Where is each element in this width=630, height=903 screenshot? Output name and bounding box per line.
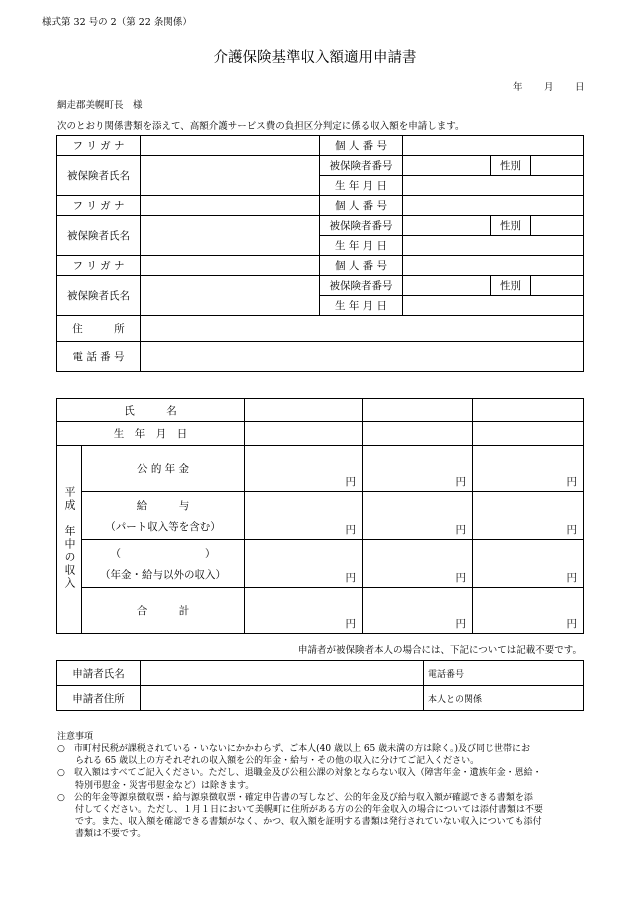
gender-label: 性別 <box>491 216 531 236</box>
insured-number-field-3[interactable] <box>403 276 491 296</box>
birth-date-field-2[interactable] <box>403 236 584 256</box>
individual-number-field-1[interactable] <box>403 136 584 156</box>
insured-number-label: 被保険者番号 <box>320 216 403 236</box>
date-year: 年 <box>513 82 523 93</box>
date-month: 月 <box>544 82 554 93</box>
furigana-label: フ リ ガ ナ <box>57 196 141 216</box>
birth-date-field-3[interactable] <box>403 296 584 316</box>
furigana-field-2[interactable] <box>141 196 320 216</box>
income-table <box>56 398 584 634</box>
applicant-address-field[interactable] <box>141 686 424 711</box>
notes-section <box>57 731 587 840</box>
applicant-address-label: 申請者住所 <box>57 686 141 711</box>
applicant-relation-field[interactable] <box>424 686 584 711</box>
yen-unit: 円 <box>566 572 577 584</box>
insured-name-label: 被保険者氏名 <box>57 276 141 316</box>
date-day: 日 <box>575 82 585 93</box>
furigana-field-3[interactable] <box>141 256 320 276</box>
insured-name-label: 被保険者氏名 <box>57 216 141 256</box>
notes-line: 付してください。ただし、１月１日において美幌町に住所がある方の公的年金収入の場合については添付書類は不要 <box>57 804 543 815</box>
applicant-name-label: 申請者氏名 <box>57 661 141 686</box>
other-amount-1[interactable] <box>245 540 363 588</box>
salary-amount-2[interactable] <box>363 492 473 540</box>
income-period-label <box>57 446 82 634</box>
total-label-text: 合 計 <box>136 605 190 617</box>
individual-number-label: 個 人 番 号 <box>320 136 403 156</box>
individual-number-field-2[interactable] <box>403 196 584 216</box>
notes-line: です。また、収入額を確認できる書類がなく、かつ、収入額を証明する書類は発行されていない収入についても添付 <box>57 816 542 827</box>
birth-header: 生 年 月 日 <box>57 422 245 446</box>
applicant-phone-label: 電話番号 <box>428 669 465 680</box>
applicant-relation-label: 本人との関係 <box>428 694 483 705</box>
income-name-field-3[interactable] <box>473 399 584 422</box>
salary-amount-1[interactable] <box>245 492 363 540</box>
pension-label <box>82 446 245 492</box>
insured-number-label: 被保険者番号 <box>320 156 403 176</box>
insured-person-table <box>56 135 584 372</box>
income-period-text: 平成 年中の収入 <box>63 486 76 590</box>
salary-label-text: 給 与 <box>136 499 190 512</box>
other-income-label <box>82 540 245 588</box>
page-title: 介護保険基準収入額適用申請書 <box>213 50 417 66</box>
furigana-label: フ リ ガ ナ <box>57 256 141 276</box>
notes-line: 特別弔慰金・災害弔慰金など）は除きます。 <box>57 780 255 791</box>
income-name-field-1[interactable] <box>245 399 363 422</box>
income-name-field-2[interactable] <box>363 399 473 422</box>
gender-label: 性別 <box>491 276 531 296</box>
gender-field-2[interactable] <box>531 216 584 236</box>
applicant-table <box>56 660 584 711</box>
gender-label: 性別 <box>491 156 531 176</box>
pension-amount-1[interactable] <box>245 446 363 492</box>
birth-date-label: 生 年 月 日 <box>320 236 403 256</box>
yen-unit: 円 <box>566 476 577 488</box>
gender-field-3[interactable] <box>531 276 584 296</box>
yen-unit: 円 <box>345 572 356 584</box>
salary-sublabel: （パート収入等を含む） <box>105 520 221 533</box>
individual-number-label: 個 人 番 号 <box>320 256 403 276</box>
total-amount-2[interactable] <box>363 588 473 634</box>
yen-unit: 円 <box>566 524 577 536</box>
insured-name-field-1[interactable] <box>141 156 320 196</box>
notes-line: 書類は不要です。 <box>57 829 147 840</box>
address-field[interactable] <box>141 316 584 342</box>
notes-line: られる 65 歳以上の方それぞれの収入額を公的年金・給与・その他の収入に分けてご記入ください。 <box>57 756 480 767</box>
pension-label-text: 公 的 年 金 <box>136 463 189 475</box>
pension-amount-2[interactable] <box>363 446 473 492</box>
insured-name-field-3[interactable] <box>141 276 320 316</box>
applicant-phone-field[interactable] <box>424 661 584 686</box>
total-label <box>82 588 245 634</box>
salary-amount-3[interactable] <box>473 492 584 540</box>
insured-number-field-1[interactable] <box>403 156 491 176</box>
yen-unit: 円 <box>455 476 466 488</box>
total-amount-3[interactable] <box>473 588 584 634</box>
addressee: 網走郡美幌町長 様 <box>57 100 143 111</box>
other-amount-2[interactable] <box>363 540 473 588</box>
applicant-name-field[interactable] <box>141 661 424 686</box>
phone-label: 電 話 番 号 <box>57 342 141 372</box>
furigana-field-1[interactable] <box>141 136 320 156</box>
income-birth-field-3[interactable] <box>473 422 584 446</box>
individual-number-field-3[interactable] <box>403 256 584 276</box>
other-amount-3[interactable] <box>473 540 584 588</box>
birth-date-field-1[interactable] <box>403 176 584 196</box>
insured-name-label: 被保険者氏名 <box>57 156 141 196</box>
gender-field-1[interactable] <box>531 156 584 176</box>
individual-number-label: 個 人 番 号 <box>320 196 403 216</box>
income-birth-field-2[interactable] <box>363 422 473 446</box>
yen-unit: 円 <box>455 618 466 630</box>
form-number: 様式第 32 号の 2（第 22 条関係） <box>42 17 192 28</box>
yen-unit: 円 <box>345 524 356 536</box>
applicant-note: 申請者が被保険者本人の場合には、下記については記載不要です。 <box>297 645 582 656</box>
yen-unit: 円 <box>345 476 356 488</box>
total-amount-1[interactable] <box>245 588 363 634</box>
pension-amount-3[interactable] <box>473 446 584 492</box>
insured-name-field-2[interactable] <box>141 216 320 256</box>
notes-line: ○ 収入額はすべてご記入ください。ただし、退職金及び公租公課の対象とならない収入（障害年金・遺族年金・恩給・ <box>57 768 542 779</box>
salary-label <box>82 492 245 540</box>
notes-heading: 注意事項 <box>57 732 94 742</box>
yen-unit: 円 <box>345 618 356 630</box>
yen-unit: 円 <box>455 572 466 584</box>
insured-number-field-2[interactable] <box>403 216 491 236</box>
furigana-label: フ リ ガ ナ <box>57 136 141 156</box>
notes-line: ○ 公的年金等源泉徴収票・給与源泉徴収票・確定申告書の写しなど、公的年金及び給与収入額が確認できる書類を添 <box>57 792 533 803</box>
yen-unit: 円 <box>455 524 466 536</box>
birth-date-label: 生 年 月 日 <box>320 296 403 316</box>
birth-date-label: 生 年 月 日 <box>320 176 403 196</box>
income-birth-field-1[interactable] <box>245 422 363 446</box>
yen-unit: 円 <box>566 618 577 630</box>
other-income-sublabel: （年金・給与以外の収入） <box>100 568 226 581</box>
insured-number-label: 被保険者番号 <box>320 276 403 296</box>
other-income-blank: （ ） <box>110 547 216 560</box>
address-label: 住 所 <box>57 316 141 342</box>
notes-line: ○ 市町村民税が課税されている・いないにかかわらず、ご本人(40 歳以上 65 歳未満の方は除く。)及び同じ世帯にお <box>57 744 530 755</box>
intro-text: 次のとおり関係書類を添えて、高額介護サービス費の負担区分判定に係る収入額を申請します。 <box>57 121 465 132</box>
phone-field[interactable] <box>141 342 584 372</box>
name-header: 氏 名 <box>57 399 245 422</box>
